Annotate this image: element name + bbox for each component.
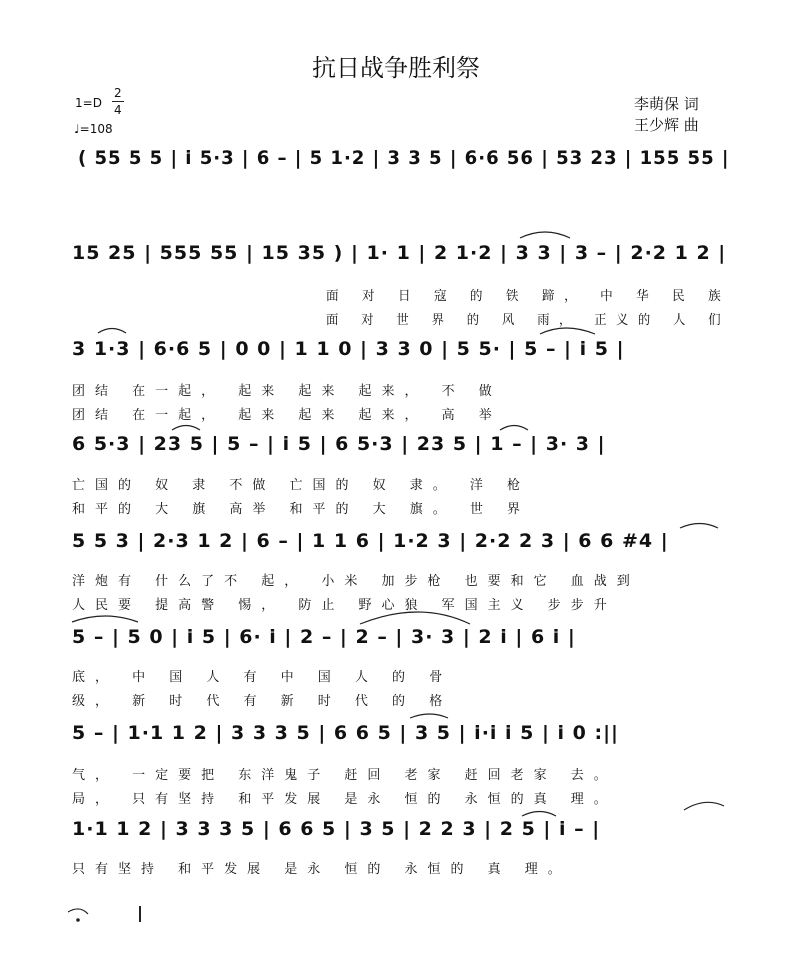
key-signature: 1=D: [75, 96, 102, 110]
lyrics-line-6-verse-1: 底， 中 国 人 有 中 国 人 的 骨: [72, 670, 453, 685]
time-signature-bottom: 4: [114, 103, 122, 117]
slur: [410, 714, 448, 718]
slur: [360, 612, 470, 624]
notation-line-1: ( 55 5 5 | i 5·3 | 6 – | 5 1·2 | 3 3 5 | 6·6 56 | 53 23 | 155 55 |: [78, 147, 730, 169]
slur: [520, 232, 570, 238]
slur: [172, 426, 200, 431]
notation-line-7: 5 – | 1·1 1 2 | 3 3 3 5 | 6 6 5 | 3 5 | i·i i 5 | i 0 :||: [72, 722, 619, 744]
tail-mark: [68, 909, 88, 914]
lyrics-line-2-verse-1: 面 对 日 寇 的 铁 蹄， 中 华 民 族: [326, 289, 731, 304]
lyrics-line-4-verse-2: 和平的 大 旗 高举 和平的 大 旗。 世 界: [72, 502, 531, 517]
notation-line-8: 1·1 1 2 | 3 3 3 5 | 6 6 5 | 3 5 | 2 2 3 | 2 5 | i – |: [72, 818, 601, 840]
notation-line-2: 15 25 | 555 55 | 15 35 ) | 1· 1 | 2 1·2 | 3 3 | 3 – | 2·2 1 2 |: [72, 242, 727, 264]
lyrics-line-4-verse-1: 亡国的 奴 隶 不做 亡国的 奴 隶。 洋 枪: [72, 478, 531, 493]
notation-line-5: 5 5 3 | 2·3 1 2 | 6 – | 1 1 6 | 1·2 3 | 2·2 2 3 | 6 6 #4 |: [72, 530, 669, 552]
lyrics-line-7-verse-1: 气， 一定要把 东洋鬼子 赶回 老家 赶回老家 去。: [72, 768, 617, 783]
final-barline: [139, 906, 141, 922]
time-signature-top: 2: [114, 86, 122, 100]
notation-line-3: 3 1·3 | 6·6 5 | 0 0 | 1 1 0 | 3 3 0 | 5 5· | 5 – | i 5 |: [72, 338, 625, 360]
tail-dot: [76, 918, 80, 922]
notation-line-6: 5 – | 5 0 | i 5 | 6· i | 2 – | 2 – | 3· 3 | 2 i | 6 i |: [72, 626, 576, 648]
song-title: 抗日战争胜利祭: [312, 54, 480, 82]
slur: [684, 802, 724, 810]
lyrics-line-7-verse-2: 局， 只有坚持 和平发展 是永 恒的 永恒的真 理。: [72, 792, 617, 807]
slur: [540, 328, 595, 334]
notation-line-4: 6 5·3 | 23 5 | 5 – | i 5 | 6 5·3 | 23 5 | 1 – | 3· 3 |: [72, 433, 606, 455]
composer: 王少辉 曲: [634, 116, 699, 134]
lyrics-line-5-verse-2: 人民要 提高警 惕， 防止 野心狼 军国主义 步步升: [72, 598, 617, 613]
lyrics-line-3-verse-2: 团结 在一起， 起来 起来 起来， 高 举: [72, 408, 502, 423]
slur: [72, 616, 138, 622]
lyrics-line-8: 只有坚持 和平发展 是永 恒的 永恒的 真 理。: [72, 862, 571, 877]
slur: [98, 329, 126, 334]
tempo-mark: ♩=108: [74, 122, 113, 136]
lyrics-line-2-verse-2: 面 对 世 界 的 风 雨， 正义的 人 们: [326, 313, 731, 328]
lyrics-line-5-verse-1: 洋炮有 什么了不 起， 小米 加步枪 也要和它 血战到: [72, 574, 640, 589]
lyrics-line-3-verse-1: 团结 在一起， 起来 起来 起来， 不 做: [72, 384, 502, 399]
lyricist: 李萌保 词: [634, 95, 699, 113]
lyrics-line-6-verse-2: 级， 新 时 代 有 新 时 代 的 格: [72, 694, 453, 709]
slur: [500, 426, 528, 431]
slur: [680, 524, 718, 529]
slur: [522, 812, 556, 817]
